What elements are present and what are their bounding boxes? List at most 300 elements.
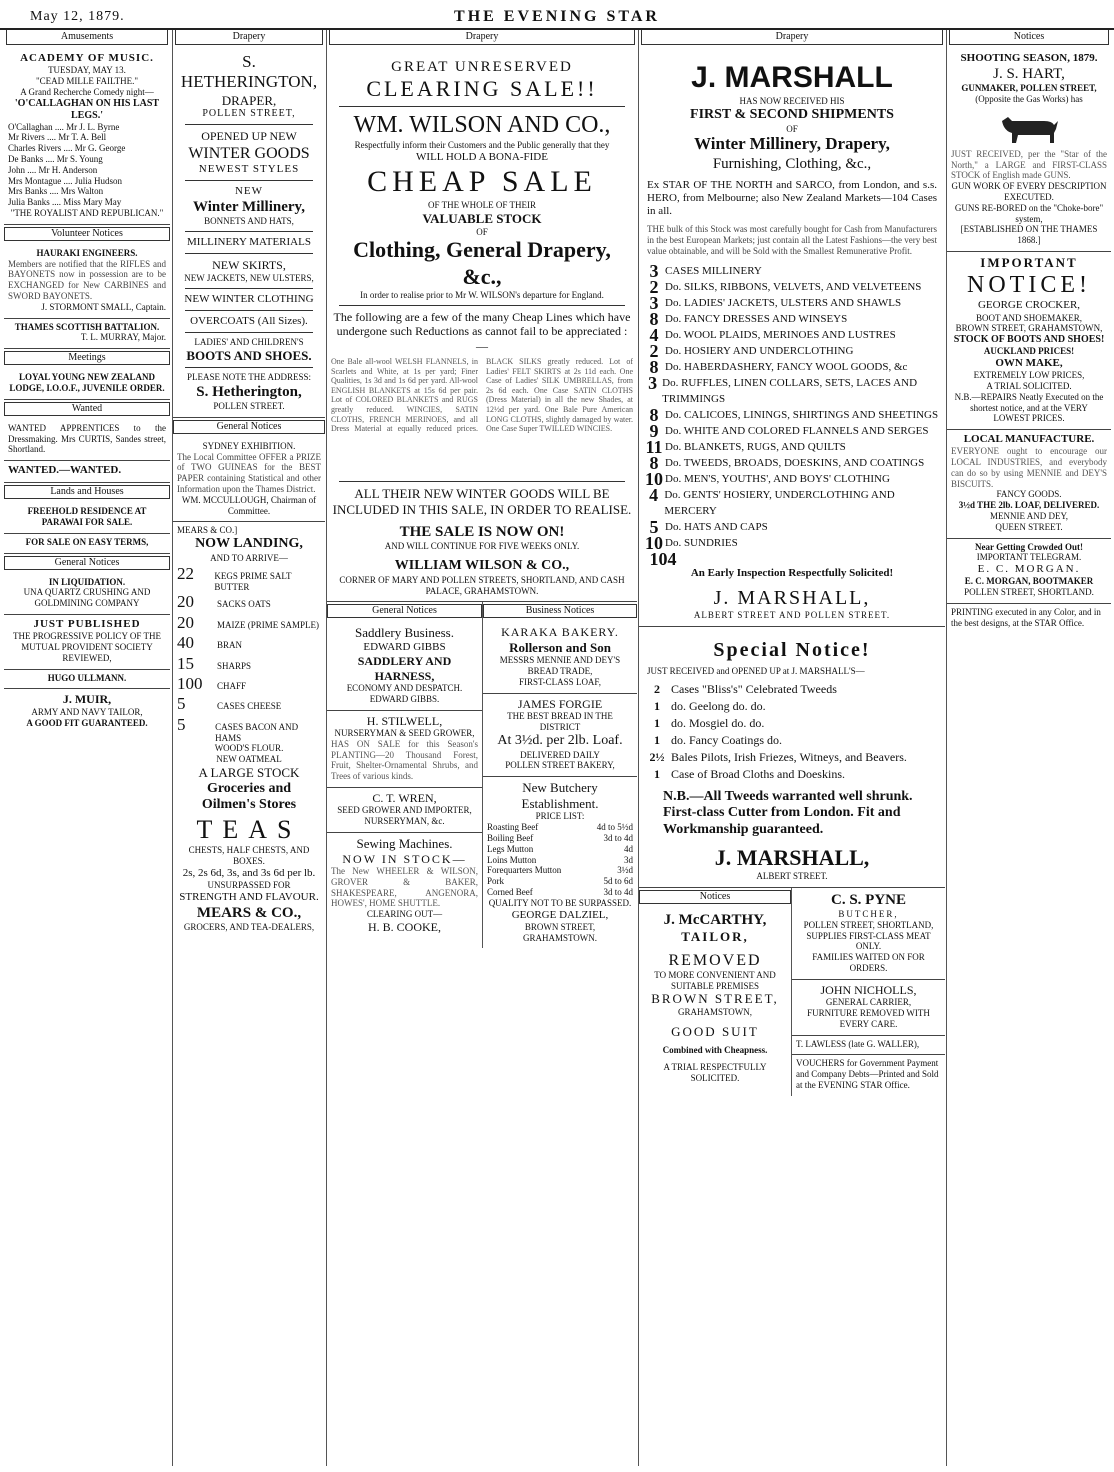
section-header: Drapery — [329, 30, 635, 45]
ad-title: FOR SALE ON EASY TERMS, — [25, 536, 149, 547]
cases-total — [643, 548, 941, 569]
price-item: Loins Mutton — [487, 854, 537, 865]
goods-row — [177, 694, 321, 714]
ad-body: EVERYONE ought to encourage our LOCAL INDUSTRIES, and everybody can do so by using MENNIE and DEY'S BISCUITS. — [951, 446, 1107, 489]
mccarthy-ad — [639, 908, 791, 1089]
ad-line: N.B.—All Tweeds warranted well shrunk. First-class Cutter from London. Fit and Workmanship guaranteed. — [663, 788, 913, 838]
ad-title: IN LIQUIDATION. — [48, 576, 126, 587]
ad-line: LADIES' AND CHILDREN'S — [194, 336, 304, 347]
case-desc: Do. MEN'S, YOUTHS', AND BOYS' CLOTHING — [665, 472, 890, 485]
section-header: General Notices — [327, 604, 482, 618]
goods-row — [177, 613, 321, 633]
goods-qty: 22 — [177, 563, 194, 583]
ad-firm: WM. WILSON AND CO., — [353, 112, 611, 139]
column-drapery-wilson — [326, 30, 637, 1466]
section-header: Volunteer Notices — [4, 227, 170, 241]
ad-line: NEW — [234, 185, 264, 198]
divider — [185, 253, 313, 254]
ad-line: OWN MAKE, — [995, 356, 1063, 369]
case-count: 3 — [649, 292, 659, 313]
ullmann-ad — [4, 670, 170, 690]
morgan-ad — [947, 539, 1111, 604]
section-header: Amusements — [6, 30, 168, 45]
ad-title: Sewing Machines. — [356, 836, 453, 851]
ad-sub: DRAPER, — [221, 92, 277, 108]
nicholls-ad — [792, 980, 945, 1036]
ad-title: WANTED.—WANTED. — [8, 464, 122, 477]
ad-body: The Local Committee OFFER a PRIZE of TWO GUINEAS for the BEST PAPER containing Statistical and other Information upon the Thames District. — [177, 451, 321, 495]
printing-ad — [947, 604, 1111, 634]
ad-line: GUNMAKER, POLLEN STREET, — [961, 83, 1097, 94]
ad-title: New Butchery Establishment. — [521, 780, 599, 811]
divider — [185, 332, 313, 333]
ad-line: FURNITURE REMOVED WITH EVERY CARE. — [807, 1008, 930, 1029]
ad-title: SHOOTING SEASON, 1879. — [960, 52, 1098, 64]
ad-title: T. LAWLESS (late G. WALLER), — [796, 1038, 920, 1049]
ad-body: HAS ON SALE for this Season's PLANTING—20 Thousand Forest, Fruit, Shelter-Ornamental Shrubs, and Trees of various kinds. — [331, 738, 478, 782]
case-row — [643, 468, 941, 489]
karaka-ad — [483, 622, 637, 693]
ad-sub: ARMY AND NAVY TAILOR, — [31, 706, 143, 717]
ad-line: BONNETS AND HATS, — [204, 216, 294, 227]
ad-line: NEWEST STYLES — [198, 162, 300, 175]
stilwell-ad — [327, 711, 482, 788]
ad-signature: S. Hetherington, — [196, 384, 302, 401]
price-row — [487, 865, 633, 876]
ad-sub: IMPORTANT TELEGRAM. — [976, 552, 1082, 563]
ad-sub: UNA QUARTZ CRUSHING AND GOLDMINING COMPANY — [23, 587, 151, 609]
ad-line: HAS NOW RECEIVED HIS — [739, 96, 845, 106]
goods-desc: MAIZE (PRIME SAMPLE) — [217, 619, 320, 630]
price-value: 3d to 4d — [603, 887, 633, 897]
section-header: Drapery — [641, 30, 943, 45]
ad-title: C. S. PYNE — [830, 892, 906, 909]
price-item: Corned Beef — [487, 887, 533, 897]
case-row — [643, 516, 941, 537]
ad-line: NEW JACKETS, NEW ULSTERS, — [184, 272, 314, 283]
cast-line: O'Callaghan .... Mr J. L. Byrne — [8, 121, 120, 132]
ad-signature: J. MARSHALL, — [714, 844, 870, 870]
ad-line: [ESTABLISHED ON THE THAMES 1868.] — [960, 224, 1098, 246]
price-item: Pork — [487, 876, 505, 887]
price-row — [487, 833, 633, 844]
case-row — [643, 372, 941, 407]
ad-line: THE SALE IS NOW ON! — [399, 524, 565, 541]
ad-tag: MEARS & CO.] — [177, 525, 238, 536]
case-count: 10 — [645, 468, 663, 489]
goods-desc: CASES BACON AND HAMS — [215, 721, 299, 743]
ad-signature: H. B. COOKE, — [367, 919, 441, 934]
ad-street: POLLEN STREET. — [213, 401, 285, 412]
case-count: 3 — [649, 260, 659, 281]
ad-street: POLLEN STREET, SHORTLAND. — [964, 587, 1094, 598]
ad-signature: J. MARSHALL, — [713, 586, 871, 609]
ad-street: ALBERT STREET. — [756, 871, 828, 882]
vouchers-ad — [792, 1055, 945, 1095]
ad-line: GRAHAMSTOWN, — [677, 1007, 753, 1018]
price-list — [487, 822, 633, 898]
ad-line: SADDLERY AND HARNESS, — [357, 654, 452, 683]
case-desc: Do. TWEEDS, BROADS, DOESKINS, AND COATINGS — [665, 456, 925, 469]
ad-line: FAMILIES WAITED ON FOR ORDERS. — [812, 952, 925, 974]
ad-line: THE BEST BREAD IN THE DISTRICT — [507, 711, 613, 733]
ad-line: WILL HOLD A BONA-FIDE — [416, 150, 548, 163]
case-count: 3 — [648, 372, 658, 393]
ad-line: UNSURPASSED FOR — [207, 880, 291, 891]
ad-line: POLLEN STREET BAKERY, — [505, 760, 615, 771]
divider — [185, 310, 313, 311]
case-desc: Do. BLANKETS, RUGS, AND QUILTS — [665, 440, 846, 453]
ad-body: VOUCHERS for Government Payment and Company Debts—Printed and Sold at the EVENING STAR Office. — [796, 1058, 939, 1091]
tweed-count: 2½ — [649, 749, 665, 764]
ad-sub: GENERAL CARRIER, — [825, 997, 912, 1008]
ad-street: POLLEN STREET, — [202, 108, 296, 120]
ad-title: Special Notice! — [713, 638, 871, 661]
ad-line: GROCERS, AND TEA-DEALERS, — [183, 922, 315, 933]
scottish-ad — [4, 319, 170, 350]
tweed-row — [643, 715, 941, 732]
business-notices — [483, 602, 637, 948]
column-drapery-hetherington — [172, 30, 325, 1466]
ad-street: ALBERT STREET AND POLLEN STREET. — [693, 609, 891, 620]
case-row — [643, 292, 941, 313]
ad-body: THE bulk of this Stock was most carefully bought for Cash from Manufacturers in the best European Markets; just contain all the Latest Fashions—the very best value obtainable, and will be Sold with the Smallest Remunerative Profit. — [647, 224, 937, 256]
case-count: 8 — [649, 308, 659, 329]
ad-body: JUST RECEIVED, per the "Star of the North," a LARGE and FIRST-CLASS STOCK of English made GUNS. — [951, 148, 1107, 181]
col3-lower — [327, 602, 637, 948]
goods-row — [177, 674, 321, 694]
ad-line: ECONOMY AND DESPATCH. — [346, 683, 463, 694]
ad-line: A LARGE STOCK — [198, 764, 300, 780]
forgie-ad — [483, 694, 637, 777]
ad-street: QUEEN STREET. — [995, 521, 1063, 532]
ad-line: OVERCOATS (All Sizes). — [190, 314, 308, 327]
tweed-row — [643, 681, 941, 698]
ad-line: TEAS — [196, 815, 302, 845]
ad-line: NEW SKIRTS, — [212, 258, 286, 273]
ad-title: KARAKA BAKERY. — [501, 625, 619, 640]
ad-line: The following are a few of the many Cheap Lines which have undergone such Reductions as cannot fail to be appreciated :— — [333, 309, 631, 353]
ad-line: DELIVERED DAILY — [520, 749, 600, 760]
divider — [185, 124, 313, 125]
goods-row — [177, 715, 321, 744]
special-notice-ad — [639, 627, 945, 888]
ad-line: CHESTS, HALF CHESTS, AND BOXES. — [188, 845, 310, 867]
price-value: 3d — [624, 854, 633, 865]
crocker-ad — [947, 252, 1111, 430]
ad-line: Oilmen's Stores — [201, 797, 297, 813]
lodge-ad — [4, 369, 170, 400]
section-header: Notices — [639, 890, 791, 904]
goods-row — [177, 564, 321, 593]
hauraki-ad — [4, 245, 170, 319]
price-row — [487, 876, 633, 887]
tweed-desc: Bales Pilots, Irish Friezes, Witneys, and Beavers. — [671, 749, 907, 764]
ad-line: 2s, 2s 6d, 3s, and 3s 6d per lb. — [182, 866, 316, 879]
tweed-row — [643, 732, 941, 749]
ad-line: Clothing, General Drapery, &c., — [353, 237, 611, 289]
case-row — [643, 404, 941, 425]
price-row — [487, 855, 633, 866]
case-desc: Do. WOOL PLAIDS, MERINOES AND LUSTRES — [665, 328, 896, 341]
ad-sub: BUTCHER, — [838, 909, 899, 920]
goods-qty: 100 — [177, 673, 203, 693]
goods-qty: 15 — [177, 653, 194, 673]
ad-line: AUCKLAND PRICES! — [983, 346, 1075, 357]
cast-line: Mrs Banks .... Mrs Walton — [8, 186, 104, 197]
case-count: 8 — [649, 356, 659, 377]
column-notices — [946, 30, 1111, 1466]
case-row — [643, 340, 941, 361]
ad-line: FIRST-CLASS LOAF, — [519, 677, 601, 688]
section-header: General Notices — [4, 556, 170, 570]
price-value: 5d to 6d — [603, 876, 633, 887]
tweed-desc: Case of Broad Cloths and Doeskins. — [671, 766, 845, 781]
case-row — [643, 436, 941, 457]
ad-line: Furnishing, Clothing, &c., — [712, 155, 872, 172]
ad-line: NEW OATMEAL — [216, 754, 282, 765]
cast-list — [8, 122, 166, 208]
goods-desc: KEGS PRIME SALT BUTTER — [214, 570, 292, 592]
ad-line: PLEASE NOTE THE ADDRESS: — [186, 372, 312, 383]
ad-title: J. MUIR, — [62, 692, 112, 707]
ad-title: JUST PUBLISHED — [33, 618, 141, 631]
ad-signature: MEARS & CO., — [196, 905, 302, 922]
ad-line: In order to realise prior to Mr W. WILSON's departure for England. — [360, 290, 604, 301]
issue-date: May 12, 1879. — [30, 9, 125, 24]
ad-line: JUST RECEIVED and OPENED UP at J. MARSHALL'S— — [647, 665, 865, 676]
divider — [339, 305, 625, 306]
ad-line: At 3½d. per 2lb. Loaf. — [497, 732, 623, 748]
price-row — [487, 822, 633, 833]
tweed-desc: do. Fancy Coatings do. — [671, 732, 782, 747]
ad-line: Winter Millinery, Drapery, — [694, 134, 890, 154]
case-desc: Do. FANCY DRESSES AND WINSEYS — [665, 312, 848, 325]
ad-play: 'O'CALLAGHAN ON HIS LAST LEGS.' — [14, 97, 160, 121]
wanted-ad — [4, 420, 170, 461]
ad-line: CHEAP SALE — [367, 165, 597, 199]
muir-ad — [4, 689, 170, 733]
ad-line: 3½d THE 2lb. LOAF, DELIVERED. — [958, 500, 1100, 511]
ad-line: FANCY GOODS. — [996, 489, 1062, 500]
ad-signature: T. L. MURRAY, Major. — [80, 332, 166, 343]
case-desc: Do. RUFFLES, LINEN COLLARS, SETS, LACES AND TRIMMINGS — [662, 376, 918, 405]
section-header: Wanted — [4, 402, 170, 416]
wanted-ad — [4, 461, 170, 483]
ad-farce: "THE ROYALIST AND REPUBLICAN." — [10, 207, 164, 218]
price-value: 4d — [624, 843, 633, 854]
price-value: 3½d — [617, 865, 633, 876]
ad-line: OF — [786, 123, 798, 134]
saddlery-ad — [327, 622, 482, 710]
wren-ad — [327, 788, 482, 833]
tweed-desc: Cases "Bliss's" Celebrated Tweeds — [671, 681, 837, 696]
ad-title: SYDNEY EXHIBITION. — [202, 440, 296, 451]
divider — [339, 106, 625, 107]
case-count: 2 — [649, 276, 659, 297]
ad-line: VALUABLE STOCK — [422, 210, 542, 226]
section-header: Notices — [949, 30, 1109, 45]
goods-qty: 40 — [177, 633, 194, 653]
ad-line: Combined with Cheapness. — [662, 1045, 768, 1056]
sydney-ad — [173, 438, 325, 523]
tweed-row — [643, 766, 941, 783]
ad-line: GUN WORK OF EVERY DESCRIPTION EXECUTED. — [951, 181, 1107, 202]
ad-line: BROWN STREET, — [651, 991, 779, 1007]
ad-signature: J. STORMONT SMALL, Captain. — [41, 301, 166, 312]
tweed-count: 2 — [654, 681, 660, 696]
ad-sub: SEED GROWER AND IMPORTER, NURSERYMAN, &c. — [337, 805, 472, 827]
case-desc: Do. GENTS' HOSIERY, UNDERCLOTHING AND MERCERY — [664, 488, 895, 517]
case-desc: Do. SUNDRIES — [665, 536, 738, 549]
ad-title: IMPORTANT — [980, 254, 1078, 270]
ad-body: One Bale all-wool WELSH FLANNELS, in Scarlets and White, at 1s per yard; Finer Qualities, 1s 3d and 1s 6d per yard. All-wool ENGLISH BLANKETS at 15s 6d per pair. Lot of COLORED BLANKETS and RUGS greatly reduced. WINCIES, SATIN CLOTHS, FRENCH MERINOES, and all Dress Material at equally reduced prices. BLACK SILKS greatly reduced. Lot of Ladies' FELT SKIRTS at 2s 11d each. One Case of Ladies' SILK UMBRELLAS, from 2s 6d each. One Case SATIN CLOTHS (Dress Material) in all the new Shades, at 12½d per yard. One Bale Pure American LONG CLOTHS, slightly damaged by water. One Case Super TWILLED WINCIES. — [331, 357, 633, 434]
sewing-ad — [327, 833, 482, 939]
cast-line: John .... Mr H. Anderson — [8, 164, 98, 175]
ad-line: ALL THEIR NEW WINTER GOODS WILL BE INCLUDED IN THIS SALE, IN ORDER TO REALISE. — [332, 486, 632, 517]
total-count: 104 — [649, 548, 677, 569]
tweed-count: 1 — [654, 732, 660, 747]
ad-title: S. HETHERINGTON, — [180, 52, 318, 92]
ad-line: REMOVED — [668, 951, 762, 969]
ad-sub: NURSERYMAN & SEED GROWER, — [334, 728, 475, 739]
goods-row — [177, 592, 321, 612]
ad-title: J. MARSHALL — [691, 61, 893, 94]
dog-icon — [994, 107, 1064, 147]
case-desc: Do. WHITE AND COLORED FLANNELS AND SERGES — [665, 424, 929, 437]
ad-line: CLEARING OUT— — [366, 909, 443, 920]
case-count: 2 — [649, 340, 659, 361]
price-item: Legs Mutton — [487, 843, 534, 854]
cast-line: Mrs Montague .... Julia Hudson — [8, 175, 122, 186]
case-desc: Do. HABERDASHERY, FANCY WOOL GOODS, &c — [665, 360, 908, 373]
ad-sub: EDWARD GIBBS — [363, 641, 446, 654]
case-desc: Do. HOSIERY AND UNDERCLOTHING — [665, 344, 854, 357]
ad-title: LOYAL YOUNG NEW ZEALAND LODGE, I.O.O.F., JUVENILE ORDER. — [9, 372, 165, 393]
ad-line: NEW WINTER CLOTHING — [184, 292, 314, 305]
case-count: 4 — [649, 324, 659, 345]
section-header: Meetings — [4, 351, 170, 365]
case-row — [643, 532, 941, 553]
ad-line: A Grand Recherche Comedy night— — [20, 86, 154, 97]
ad-line: Groceries and — [206, 780, 292, 796]
column-drapery-marshall — [638, 30, 945, 1466]
ad-line: MILLINERY MATERIALS — [187, 236, 311, 249]
tweed-desc: do. Geelong do. do. — [671, 698, 766, 713]
ad-signature: GEORGE DALZIEL, — [511, 908, 609, 921]
ad-sub: AND TO ARRIVE— — [210, 553, 288, 564]
tweed-list — [643, 681, 941, 783]
case-row — [643, 452, 941, 473]
case-desc: CASES MILLINERY — [665, 264, 762, 277]
case-count: 8 — [649, 452, 659, 473]
ad-line: N.B.—REPAIRS Neatly Executed on the shortest notice, and at the VERY LOWEST PRICES. — [954, 391, 1104, 424]
ad-sub: J. S. HART, — [993, 66, 1065, 83]
ad-line: EXTREMELY LOW PRICES, — [973, 370, 1085, 381]
goods-row — [177, 654, 321, 674]
ad-line: A TRIAL RESPECTFULLY SOLICITED. — [663, 1062, 767, 1084]
ad-line: QUALITY NOT TO BE SURPASSED. — [488, 897, 632, 908]
price-value: 3d to 4d — [603, 833, 633, 844]
divider — [185, 231, 313, 232]
tweed-desc: do. Mosgiel do. do. — [671, 715, 765, 730]
ad-signature: MENNIE AND DEY, — [989, 511, 1069, 522]
ad-sub: TAILOR, — [681, 929, 749, 945]
tweed-count: 1 — [654, 715, 660, 730]
ad-line: Respectfully inform their Customers and the Public generally that they — [354, 140, 610, 151]
tweed-count: 1 — [654, 766, 660, 781]
section-header: General Notices — [173, 420, 325, 434]
hart-ad — [947, 49, 1111, 252]
newspaper-title: THE EVENING STAR — [454, 8, 660, 25]
ad-line: OF — [476, 226, 488, 237]
ad-line: GUNS RE-BORED on the "Choke-bore" system, — [954, 202, 1104, 224]
case-desc: Do. HATS AND CAPS — [665, 520, 768, 533]
ad-line: OF THE WHOLE OF THEIR — [428, 200, 536, 211]
cast-line: Charles Rivers .... Mr G. George — [8, 143, 126, 154]
sale-ad — [4, 534, 170, 554]
ad-line: OPENED UP NEW — [201, 129, 297, 144]
general-notices — [327, 602, 483, 948]
case-row — [643, 356, 941, 377]
price-row — [487, 887, 633, 898]
ad-sub: "CEAD MILLE FAILTHE." — [35, 75, 139, 86]
butchery-ad — [483, 777, 637, 948]
price-row — [487, 844, 633, 855]
divider — [339, 481, 625, 482]
case-count: 5 — [649, 516, 659, 537]
ad-body: The New WHEELER & WILSON, GROVER & BAKER, SHAKESPEARE, ANGENORA, HOWES', HOME SHUTTLE. — [331, 865, 478, 909]
una-ad — [4, 574, 170, 615]
ad-title: FREEHOLD RESIDENCE AT PARAWAI FOR SALE. — [27, 506, 147, 528]
ad-title: H. STILWELL, — [366, 713, 443, 728]
ad-sub: Rollerson and Son — [509, 639, 611, 655]
ad-body: Members are notified that the RIFLES and BAYONETS now in possession are to be EXCHANGED for New CARBINES and SWORD BAYONETS. — [8, 258, 166, 301]
cases-list — [643, 260, 941, 553]
ad-line: NOW IN STOCK— — [342, 851, 467, 866]
ad-title: Near Getting Crowded Out! — [975, 541, 1083, 552]
cast-line: Julia Banks .... Miss Mary May — [8, 197, 122, 208]
case-row — [643, 324, 941, 345]
goods-qty: 20 — [177, 612, 194, 632]
ad-footer: A GOOD FIT GUARANTEED. — [26, 717, 148, 728]
ad-line: An Early Inspection Respectfully Solicited! — [690, 566, 894, 579]
ad-title: CLEARING SALE!! — [366, 76, 598, 101]
ad-line: GREAT UNRESERVED — [391, 59, 573, 75]
price-item: Boiling Beef — [487, 833, 534, 844]
goods-desc: SHARPS — [217, 660, 252, 671]
local-ad — [947, 430, 1111, 539]
masthead — [0, 0, 1114, 30]
ad-line: BROWN STREET, GRAHAMSTOWN, — [955, 323, 1103, 334]
ad-line: (Opposite the Gas Works) has — [975, 93, 1083, 104]
notices-left — [639, 888, 792, 1096]
ad-title: HUGO ULLMANN. — [47, 672, 127, 683]
section-header: Drapery — [175, 30, 323, 45]
ad-street: POLLEN STREET, SHORTLAND, — [803, 919, 934, 930]
ad-line: TO MORE CONVENIENT AND SUITABLE PREMISES — [654, 969, 776, 991]
ad-sub: GEORGE CROCKER, — [977, 299, 1081, 312]
case-count: 9 — [649, 420, 659, 441]
ad-title: C. T. WREN, — [372, 791, 437, 806]
tweed-row — [643, 749, 941, 766]
divider — [185, 180, 313, 181]
ad-line: FIRST & SECOND SHIPMENTS — [690, 106, 894, 122]
mears-ad — [173, 522, 325, 937]
case-count: 4 — [649, 484, 659, 505]
case-row — [643, 308, 941, 329]
goods-qty: 5 — [177, 694, 186, 714]
